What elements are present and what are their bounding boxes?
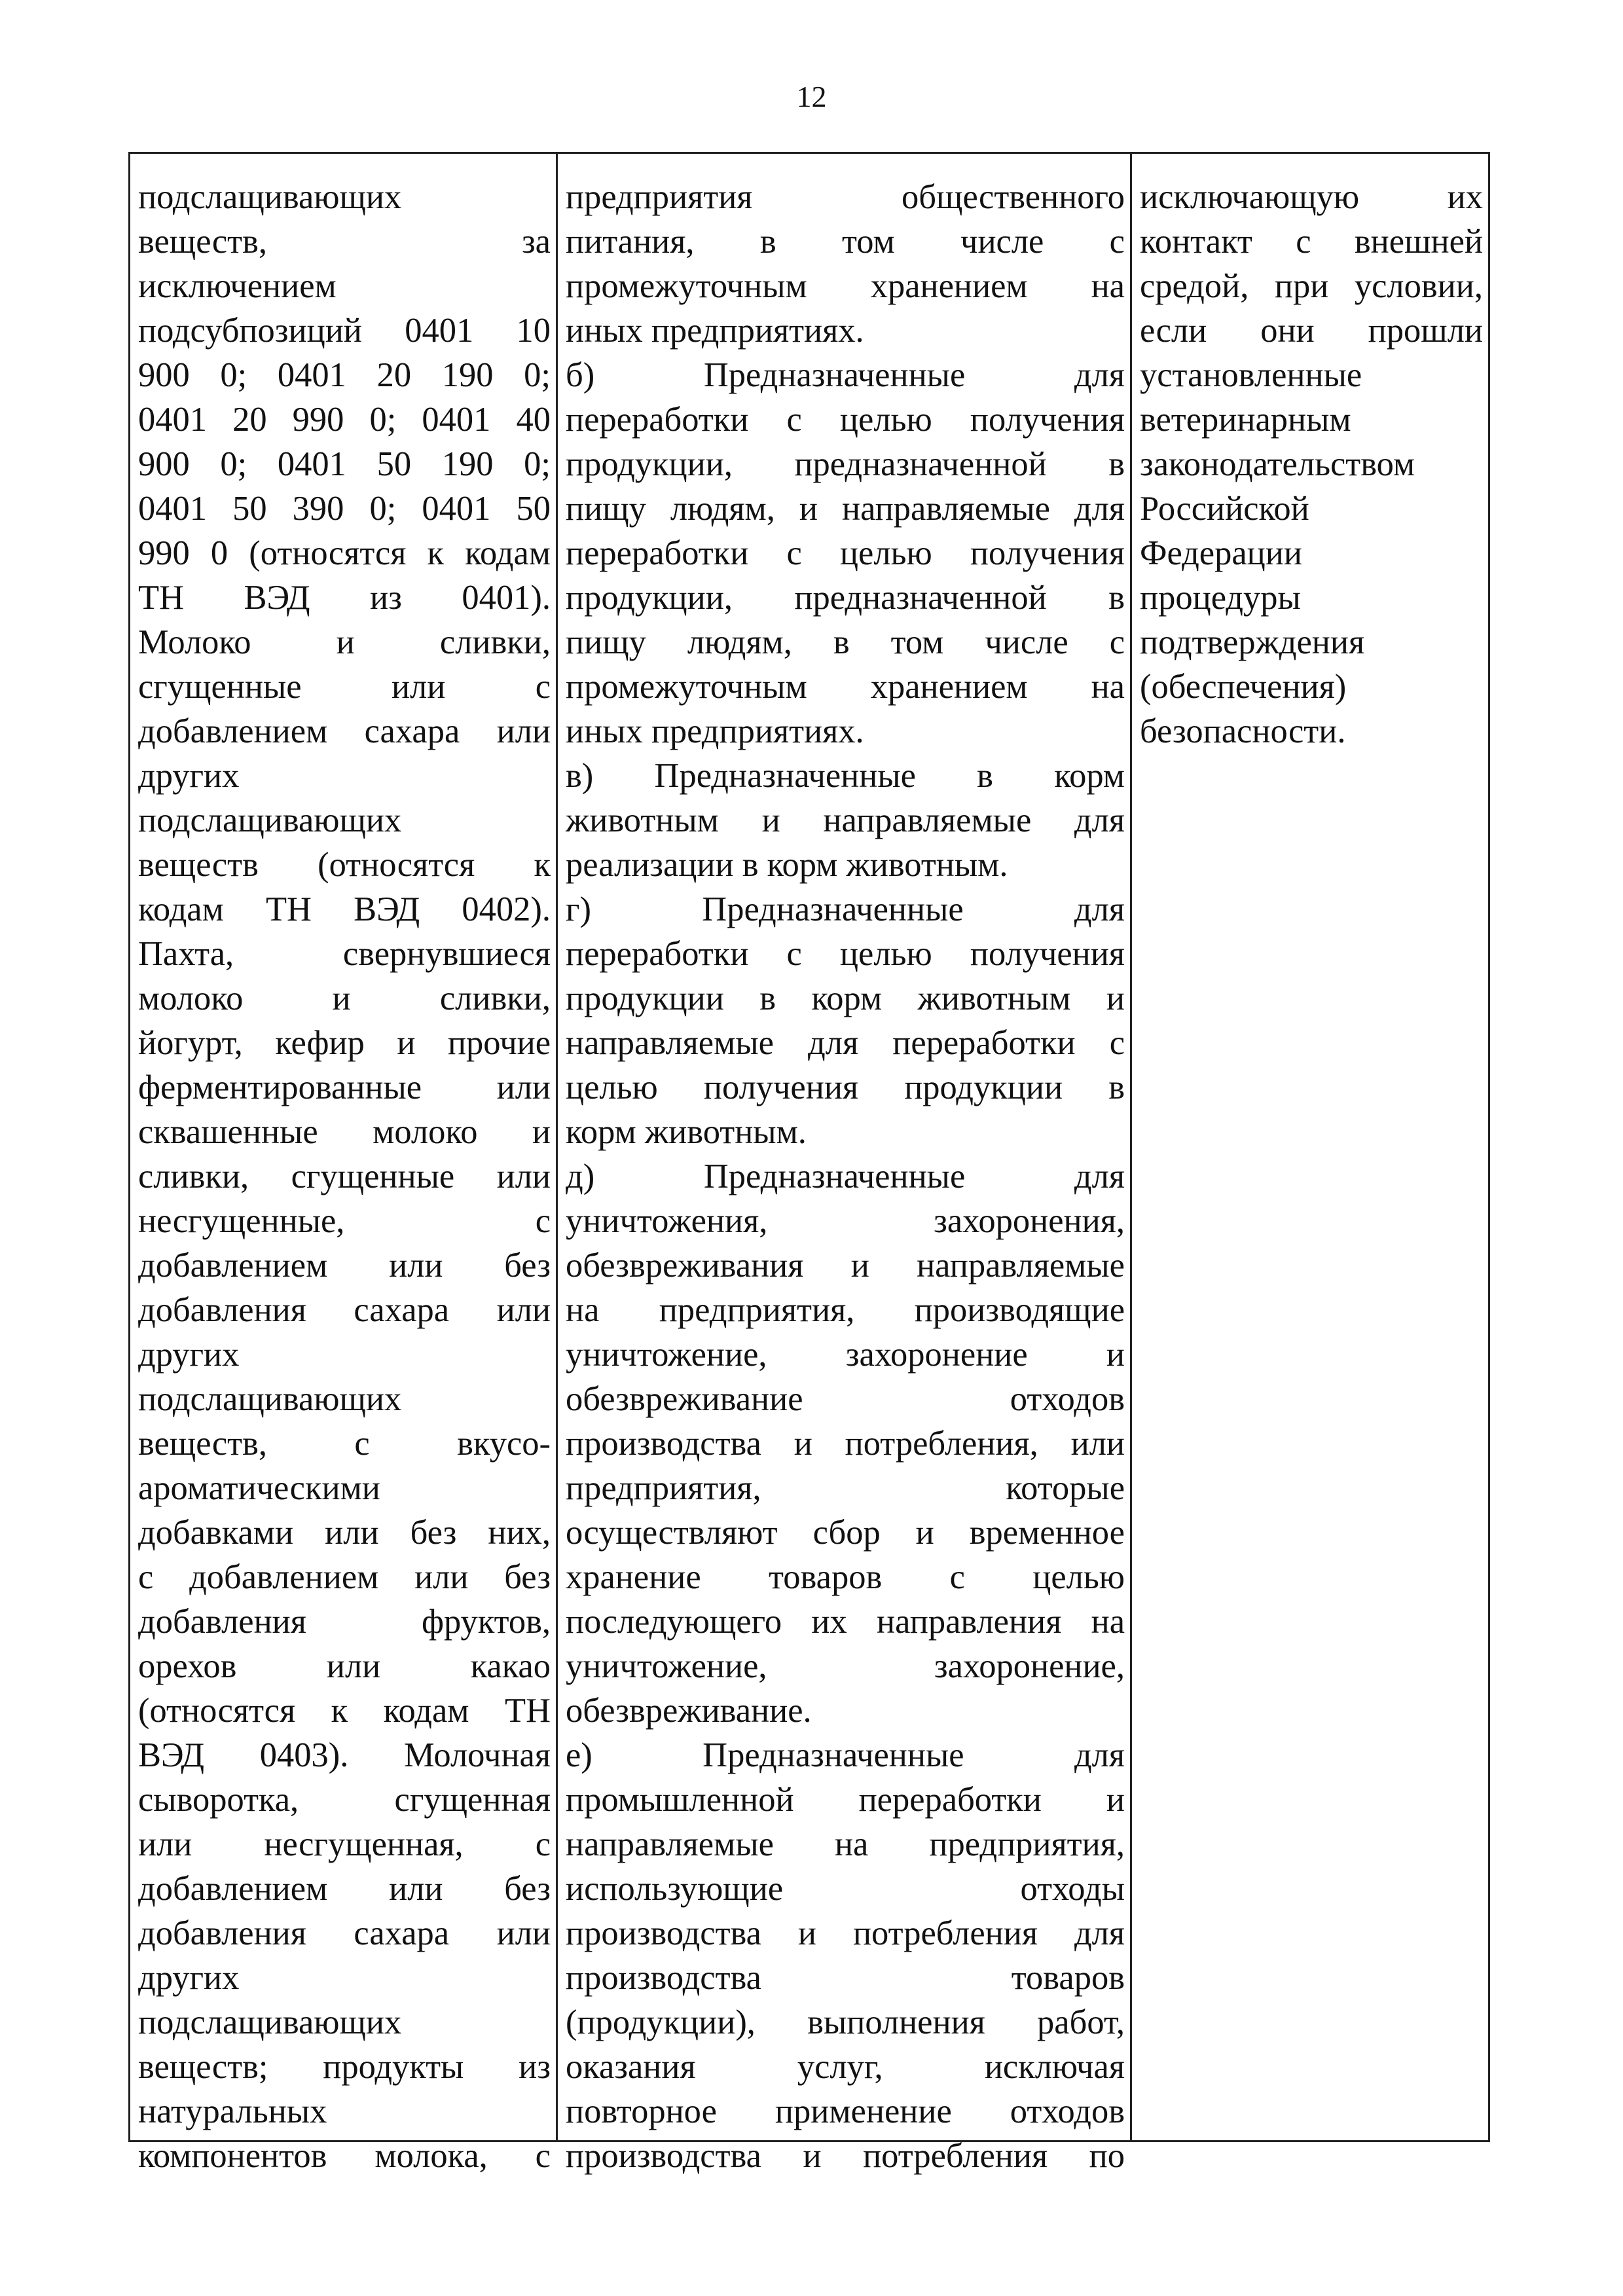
text-line: добавления сахара или bbox=[138, 1914, 551, 1952]
text-line: д) Предназначенные для bbox=[566, 1157, 1125, 1195]
text-line: реализации в корм животным. bbox=[566, 846, 1008, 884]
text-line: добавления фруктов, bbox=[138, 1603, 551, 1641]
text-line: йогурт, кефир и прочие bbox=[138, 1024, 551, 1062]
text-line: натуральных bbox=[138, 2092, 327, 2130]
text-line: веществ (относятся к bbox=[138, 846, 551, 884]
text-line: Российской bbox=[1140, 490, 1309, 528]
text-line: средой, при условии, bbox=[1140, 267, 1483, 305]
text-line: использующие отходы bbox=[566, 1870, 1125, 1908]
text-line: с добавлением или без bbox=[138, 1558, 551, 1596]
text-line: если они прошли bbox=[1140, 312, 1483, 350]
text-line: обезвреживания и направляемые bbox=[566, 1247, 1125, 1285]
text-line: иных предприятиях. bbox=[566, 312, 864, 350]
text-line: Молоко и сливки, bbox=[138, 623, 551, 661]
text-line: ВЭД 0403). Молочная bbox=[138, 1736, 551, 1774]
text-line: или несгущенная, с bbox=[138, 1825, 551, 1863]
text-line: предприятия, которые bbox=[566, 1469, 1125, 1507]
text-line: направляемые для переработки с bbox=[566, 1024, 1125, 1062]
text-line: подслащивающих bbox=[138, 1380, 402, 1418]
text-line: добавления сахара или bbox=[138, 1291, 551, 1329]
text-line: повторное применение отходов bbox=[566, 2092, 1125, 2130]
text-line: производства товаров bbox=[566, 1959, 1125, 1997]
text-line: обезвреживание. bbox=[566, 1692, 812, 1730]
text-line: обезвреживание отходов bbox=[566, 1380, 1125, 1418]
table-cell-purpose bbox=[558, 154, 1132, 2175]
text-line: переработки с целью получения bbox=[566, 534, 1125, 572]
text-line: подслащивающих bbox=[138, 178, 402, 216]
text-line: е) Предназначенные для bbox=[566, 1736, 1125, 1774]
text-line: на предприятия, производящие bbox=[566, 1291, 1125, 1329]
text-line: иных предприятиях. bbox=[566, 712, 864, 750]
text-line: 900 0; 0401 50 190 0; bbox=[138, 445, 551, 483]
text-line: производства и потребления, или bbox=[566, 1425, 1125, 1463]
text-line: процедуры bbox=[1140, 579, 1301, 617]
text-line: б) Предназначенные для bbox=[566, 356, 1125, 394]
text-line: других bbox=[138, 757, 240, 795]
text-line: ароматическими bbox=[138, 1469, 380, 1507]
text-line: подслащивающих bbox=[138, 801, 402, 839]
text-line: ветеринарным bbox=[1140, 401, 1351, 439]
text-line: уничтожение, захоронение и bbox=[566, 1336, 1125, 1374]
text-line: исключением bbox=[138, 267, 337, 305]
text-line: хранение товаров с целью bbox=[566, 1558, 1125, 1596]
text-line: 990 0 (относятся к кодам bbox=[138, 534, 551, 572]
table-cell-product-description bbox=[130, 154, 558, 2175]
text-line: производства и потребления по bbox=[566, 2137, 1125, 2175]
text-line: пищу людям, и направляемые для bbox=[566, 490, 1125, 528]
text-line: (относятся к кодам ТН bbox=[138, 1692, 551, 1730]
text-line: сливки, сгущенные или bbox=[138, 1157, 551, 1195]
text-line: 0401 20 990 0; 0401 40 bbox=[138, 401, 551, 439]
text-line: продукции, предназначенной в bbox=[566, 445, 1125, 483]
document-table bbox=[128, 152, 1490, 2175]
text-line: продукции в корм животным и bbox=[566, 979, 1125, 1017]
text-line: законодательством bbox=[1140, 445, 1415, 483]
text-line: сыворотка, сгущенная bbox=[138, 1781, 551, 1819]
text-line: контакт с внешней bbox=[1140, 223, 1483, 261]
text-line: сквашенные молоко и bbox=[138, 1113, 551, 1151]
text-line: переработки с целью получения bbox=[566, 401, 1125, 439]
text-line: 0401 50 390 0; 0401 50 bbox=[138, 490, 551, 528]
text-line: других bbox=[138, 1959, 240, 1997]
text-line: безопасности. bbox=[1140, 712, 1346, 750]
text-line: ферментированные или bbox=[138, 1068, 551, 1106]
text-line: целью получения продукции в bbox=[566, 1068, 1125, 1106]
text-line: подсубпозиций 0401 10 bbox=[138, 312, 551, 350]
text-line: других bbox=[138, 1336, 240, 1374]
text-line: несгущенные, с bbox=[138, 1202, 551, 1240]
text-line: в) Предназначенные в корм bbox=[566, 757, 1125, 795]
text-line: промежуточным хранением на bbox=[566, 267, 1125, 305]
text-line: добавлением сахара или bbox=[138, 712, 551, 750]
text-line: производства и потребления для bbox=[566, 1914, 1125, 1952]
text-line: подтверждения bbox=[1140, 623, 1365, 661]
text-line: питания, в том числе с bbox=[566, 223, 1125, 261]
text-line: Федерации bbox=[1140, 534, 1302, 572]
text-line: веществ, за bbox=[138, 223, 551, 261]
text-line: Пахта, свернувшиеся bbox=[138, 935, 551, 973]
text-line: пищу людям, в том числе с bbox=[566, 623, 1125, 661]
text-line: оказания услуг, исключая bbox=[566, 2048, 1125, 2086]
text-line: 900 0; 0401 20 190 0; bbox=[138, 356, 551, 394]
text-line: предприятия общественного bbox=[566, 178, 1125, 216]
text-line: молоко и сливки, bbox=[138, 979, 551, 1017]
text-line: веществ; продукты из bbox=[138, 2048, 551, 2086]
text-line: направляемые на предприятия, bbox=[566, 1825, 1125, 1863]
text-line: продукции, предназначенной в bbox=[566, 579, 1125, 617]
text-line: (продукции), выполнения работ, bbox=[566, 2003, 1125, 2041]
text-line: животным и направляемые для bbox=[566, 801, 1125, 839]
text-line: уничтожения, захоронения, bbox=[566, 1202, 1125, 1240]
text-line: веществ, с вкусо- bbox=[138, 1425, 551, 1463]
text-line: г) Предназначенные для bbox=[566, 890, 1125, 928]
text-line: (обеспечения) bbox=[1140, 668, 1347, 706]
text-line: ТН ВЭД из 0401). bbox=[138, 579, 551, 617]
text-line: кодам ТН ВЭД 0402). bbox=[138, 890, 551, 928]
text-line: добавлением или без bbox=[138, 1870, 551, 1908]
text-line: подслащивающих bbox=[138, 2003, 402, 2041]
text-line: осуществляют сбор и временное bbox=[566, 1514, 1125, 1552]
text-line: исключающую их bbox=[1140, 178, 1483, 216]
text-line: последующего их направления на bbox=[566, 1603, 1125, 1641]
text-line: добавлением или без bbox=[138, 1247, 551, 1285]
text-line: установленные bbox=[1140, 356, 1362, 394]
text-line: компонентов молока, с bbox=[138, 2137, 551, 2175]
text-line: сгущенные или с bbox=[138, 668, 551, 706]
page-number: 12 bbox=[796, 80, 827, 113]
table-cell-conditions bbox=[1132, 154, 1488, 2140]
text-line: добавками или без них, bbox=[138, 1514, 551, 1552]
text-line: корм животным. bbox=[566, 1113, 807, 1151]
text-line: переработки с целью получения bbox=[566, 935, 1125, 973]
text-line: промышленной переработки и bbox=[566, 1781, 1125, 1819]
text-line: промежуточным хранением на bbox=[566, 668, 1125, 706]
text-line: уничтожение, захоронение, bbox=[566, 1647, 1125, 1685]
text-line: орехов или какао bbox=[138, 1647, 551, 1685]
